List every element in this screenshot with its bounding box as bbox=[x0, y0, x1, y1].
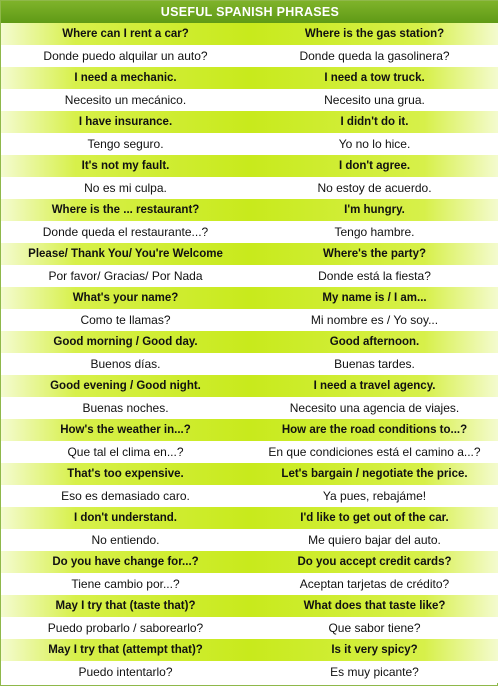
english-phrase-row bbox=[1, 419, 498, 441]
spanish-phrase-row bbox=[1, 221, 498, 243]
phrase-grid bbox=[1, 23, 498, 683]
english-phrase-left: Do you have change for...? bbox=[52, 556, 199, 568]
spanish-translation-left: Puedo intentarlo? bbox=[78, 665, 173, 679]
spanish-translation-left: No entiendo. bbox=[91, 533, 160, 547]
english-phrase-row bbox=[1, 463, 498, 485]
english-phrase-left: Good evening / Good night. bbox=[50, 380, 201, 392]
english-phrase-left: I have insurance. bbox=[78, 116, 173, 128]
english-phrase-row bbox=[1, 155, 498, 177]
spanish-translation-left: Eso es demasiado caro. bbox=[61, 489, 190, 503]
english-phrase-left: May I try that (taste that)? bbox=[55, 600, 196, 612]
english-phrase-row bbox=[1, 67, 498, 89]
english-phrase-row bbox=[1, 375, 498, 397]
spanish-translation-left: Donde puedo alquilar un auto? bbox=[43, 49, 208, 63]
spanish-translation-right: Mi nombre es / Yo soy... bbox=[310, 313, 439, 327]
spanish-translation-right: Me quiero bajar del auto. bbox=[308, 533, 441, 547]
spanish-translation-right: Que sabor tiene? bbox=[328, 621, 421, 635]
english-phrase-right: I need a tow truck. bbox=[324, 72, 425, 84]
spanish-phrase-row bbox=[1, 529, 498, 551]
english-phrase-row bbox=[1, 287, 498, 309]
english-phrase-left: What's your name? bbox=[72, 292, 179, 304]
english-phrase-right: Where's the party? bbox=[322, 248, 427, 260]
english-phrase-right: Is it very spicy? bbox=[331, 644, 418, 656]
english-phrase-right: Do you accept credit cards? bbox=[297, 556, 452, 568]
spanish-translation-right: Ya pues, rebajáme! bbox=[322, 489, 427, 503]
spanish-translation-left: Por favor/ Gracias/ Por Nada bbox=[48, 269, 203, 283]
english-phrase-right: Where is the gas station? bbox=[304, 28, 445, 40]
english-phrase-row bbox=[1, 595, 498, 617]
spanish-phrase-row bbox=[1, 397, 498, 419]
english-phrase-left: Where can I rent a car? bbox=[62, 28, 189, 40]
english-phrase-right: I don't agree. bbox=[338, 160, 411, 172]
spanish-translation-right: Necesito una agencia de viajes. bbox=[289, 401, 460, 415]
english-phrase-right: I'd like to get out of the car. bbox=[300, 512, 449, 524]
spanish-translation-right: Aceptan tarjetas de crédito? bbox=[299, 577, 450, 591]
spanish-translation-left: Buenas noches. bbox=[82, 401, 169, 415]
english-phrase-row bbox=[1, 331, 498, 353]
spanish-translation-right: Es muy picante? bbox=[330, 665, 419, 679]
spanish-phrase-row bbox=[1, 309, 498, 331]
spanish-translation-left: Buenos días. bbox=[90, 357, 161, 371]
english-phrase-row bbox=[1, 111, 498, 133]
english-phrase-left: May I try that (attempt that)? bbox=[48, 644, 203, 656]
spanish-phrase-row bbox=[1, 89, 498, 111]
english-phrase-row bbox=[1, 23, 498, 45]
spanish-phrase-row bbox=[1, 441, 498, 463]
spanish-translation-left: Tengo seguro. bbox=[87, 137, 164, 151]
english-phrase-right: Good afternoon. bbox=[329, 336, 420, 348]
english-phrase-left: Good morning / Good day. bbox=[53, 336, 198, 348]
english-phrase-row bbox=[1, 199, 498, 221]
spanish-phrase-row bbox=[1, 661, 498, 683]
english-phrase-right: Let's bargain / negotiate the price. bbox=[281, 468, 468, 480]
spanish-translation-right: No estoy de acuerdo. bbox=[317, 181, 432, 195]
english-phrase-right: My name is / I am... bbox=[322, 292, 427, 304]
english-phrase-left: I need a mechanic. bbox=[74, 72, 177, 84]
english-phrase-left: Where is the ... restaurant? bbox=[51, 204, 200, 216]
english-phrase-right: I need a travel agency. bbox=[313, 380, 436, 392]
english-phrase-right: I didn't do it. bbox=[340, 116, 409, 128]
spanish-phrase-row bbox=[1, 617, 498, 639]
spanish-translation-left: Donde queda el restaurante...? bbox=[42, 225, 209, 239]
spanish-translation-right: Necesito una grua. bbox=[324, 93, 425, 107]
spanish-translation-right: Yo no lo hice. bbox=[338, 137, 411, 151]
spanish-translation-left: Tiene cambio por...? bbox=[71, 577, 180, 591]
spanish-phrase-row bbox=[1, 177, 498, 199]
english-phrase-row bbox=[1, 507, 498, 529]
english-phrase-row bbox=[1, 551, 498, 573]
spanish-phrase-row bbox=[1, 45, 498, 67]
spanish-translation-left: Que tal el clima en...? bbox=[67, 445, 184, 459]
spanish-translation-left: Como te llamas? bbox=[80, 313, 171, 327]
spanish-phrase-row bbox=[1, 353, 498, 375]
english-phrase-right: How are the road conditions to...? bbox=[281, 424, 468, 436]
spanish-translation-right: Donde está la fiesta? bbox=[318, 269, 431, 283]
english-phrase-right: What does that taste like? bbox=[303, 600, 446, 612]
english-phrase-left: Please/ Thank You/ You're Welcome bbox=[28, 248, 223, 260]
english-phrase-row bbox=[1, 243, 498, 265]
english-phrase-left: How's the weather in...? bbox=[60, 424, 191, 436]
spanish-phrase-row bbox=[1, 133, 498, 155]
spanish-translation-right: Buenas tardes. bbox=[334, 357, 415, 371]
english-phrase-left: That's too expensive. bbox=[67, 468, 184, 480]
spanish-phrase-row bbox=[1, 265, 498, 287]
spanish-translation-right: Tengo hambre. bbox=[334, 225, 415, 239]
english-phrase-row bbox=[1, 639, 498, 661]
spanish-translation-right: Donde queda la gasolinera? bbox=[299, 49, 450, 63]
english-phrase-left: It's not my fault. bbox=[81, 160, 170, 172]
english-phrase-left: I don't understand. bbox=[73, 512, 178, 524]
spanish-translation-left: Necesito un mecánico. bbox=[64, 93, 187, 107]
spanish-translation-right: En que condiciones está el camino a...? bbox=[268, 445, 481, 459]
spanish-translation-left: Puedo probarlo / saborearlo? bbox=[47, 621, 204, 635]
sheet-title: USEFUL SPANISH PHRASES bbox=[1, 1, 498, 23]
english-phrase-right: I'm hungry. bbox=[344, 204, 405, 216]
spanish-phrase-row bbox=[1, 485, 498, 507]
spanish-phrase-row bbox=[1, 573, 498, 595]
spanish-translation-left: No es mi culpa. bbox=[84, 181, 167, 195]
